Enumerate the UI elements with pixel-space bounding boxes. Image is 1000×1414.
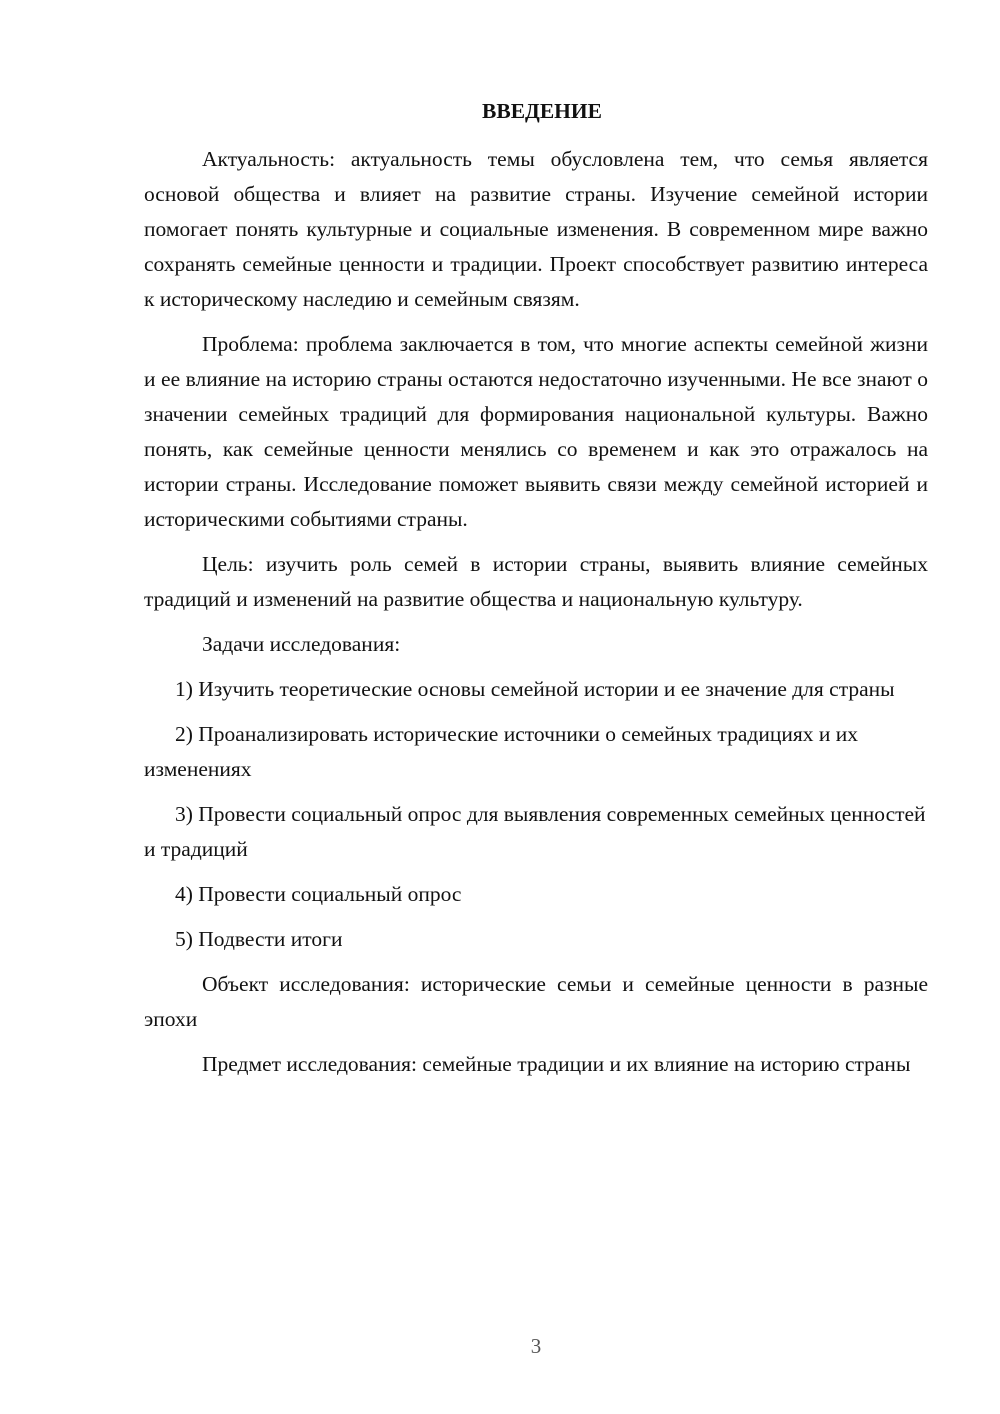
relevance-paragraph: Актуальность: актуальность темы обусловлена тем, что семья является основой общества и влияет на развитие страны. Изучение семейной истории помогает понять культурные и социальные изменения. В современном мире важно сохранять семейные ценности и традиции. Проект способствует развитию интереса к историческому наследию и семейным связям. — [144, 147, 928, 311]
section-heading: ВВЕДЕНИЕ — [482, 99, 602, 123]
tasks-label: Задачи исследования: — [202, 632, 401, 656]
task-item: 3) Провести социальный опрос для выявления современных семейных ценностей и традиций — [144, 802, 926, 861]
object-paragraph: Объект исследования: исторические семьи и семейные ценности в разные эпохи — [144, 972, 928, 1031]
page-number: 3 — [530, 1334, 542, 1358]
task-item: 5) Подвести итоги — [175, 927, 343, 951]
task-item: 4) Провести социальный опрос — [175, 882, 462, 906]
page-content — [144, 94, 928, 1092]
subject-paragraph: Предмет исследования: семейные традиции и их влияние на историю страны — [202, 1052, 911, 1076]
task-item: 1) Изучить теоретические основы семейной истории и ее значение для страны — [175, 677, 895, 701]
goal-paragraph: Цель: изучить роль семей в истории страны, выявить влияние семейных традиций и изменений на развитие общества и национальную культуру. — [144, 552, 928, 611]
tasks-list — [144, 672, 928, 957]
problem-paragraph: Проблема: проблема заключается в том, что многие аспекты семейной жизни и ее влияние на историю страны остаются недостаточно изученными. Не все знают о значении семейных традиций для формирования национальной культуры. Важно понять, как семейные ценности менялись со временем и как это отражалось на истории страны. Исследование поможет выявить связи между семейной историей и историческими событиями страны. — [144, 332, 928, 531]
task-item: 2) Проанализировать исторические источники о семейных традициях и их изменениях — [144, 722, 858, 781]
